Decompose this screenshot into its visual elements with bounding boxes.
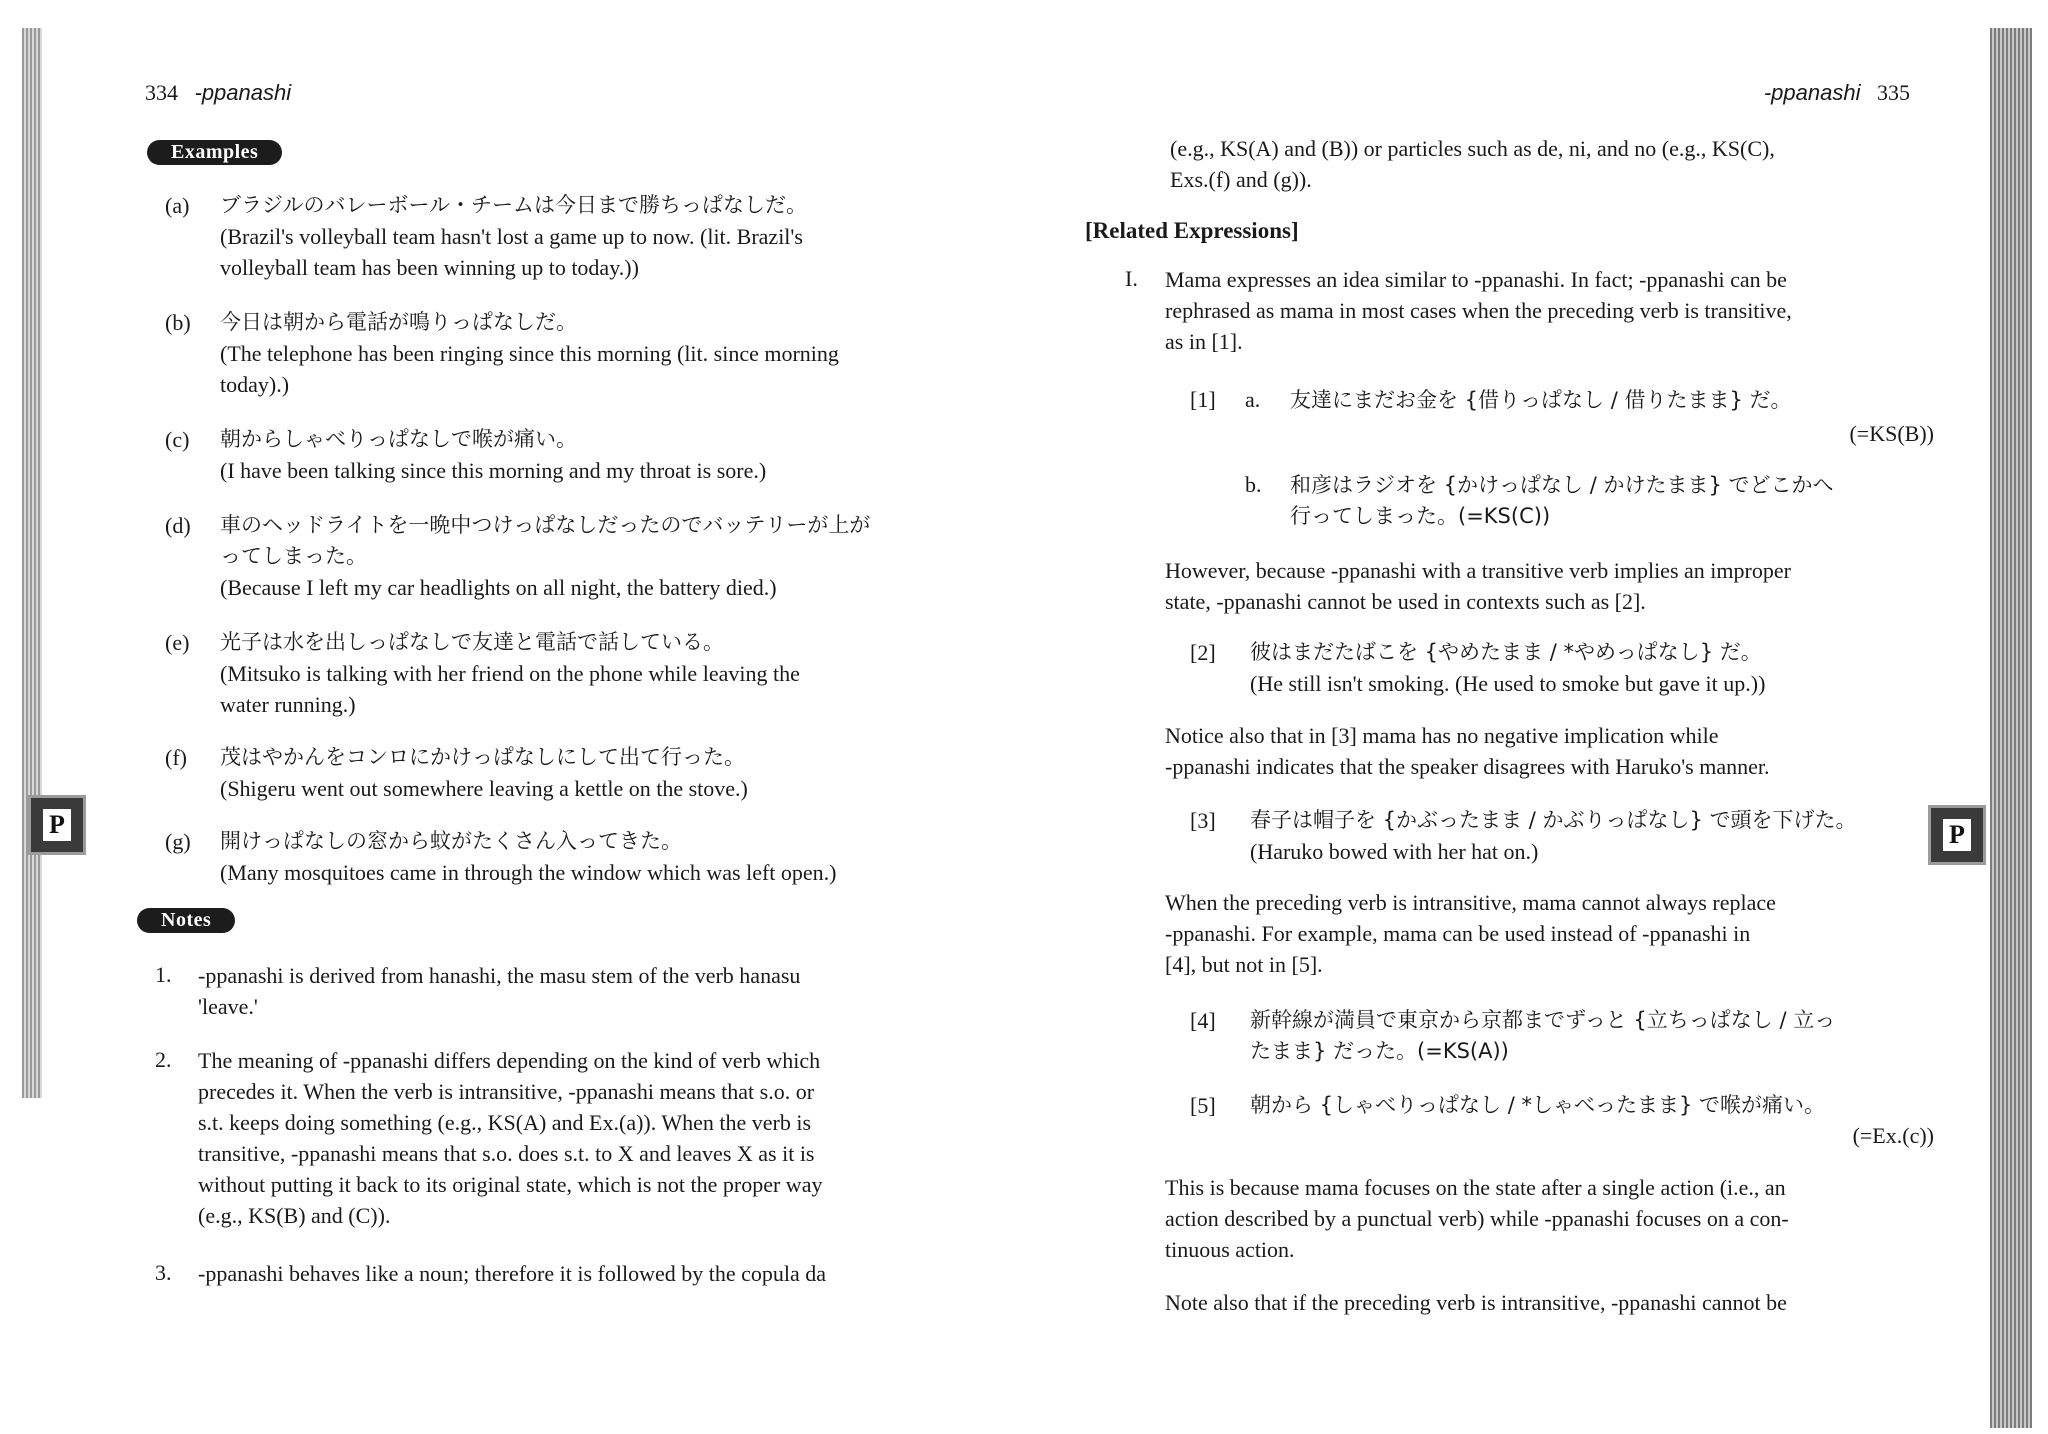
example-japanese: ってしまった。 <box>220 544 367 568</box>
note-2 <box>198 1045 822 1231</box>
section-number: I. <box>1125 266 1138 291</box>
text-line: -ppanashi indicates that the speaker disagrees with Haruko's manner. <box>1165 754 1770 779</box>
example-label: (f) <box>165 745 187 770</box>
thumb-tab-right <box>1928 805 1986 865</box>
example-number: [5] <box>1190 1093 1216 1118</box>
example-japanese: 彼はまだたばこを {やめたまま / *やめっぱなし} だ。 <box>1250 640 1762 664</box>
example-number: [1] <box>1190 387 1216 412</box>
example-japanese: 和彦はラジオを {かけっぱなし / かけたまま} でどこかへ <box>1290 473 1834 497</box>
example-japanese: 行ってしまった。(=KS(C)) <box>1290 504 1551 528</box>
example-translation: water running.) <box>220 692 356 717</box>
page-number: 334 <box>145 80 178 105</box>
example-translation: (Because I left my car headlights on all night, the battery died.) <box>220 575 777 600</box>
sub-label: a. <box>1245 387 1261 412</box>
example-japanese: 今日は朝から電話が鳴りっぱなしだ。 <box>220 310 577 334</box>
tab-letter: P <box>43 809 71 841</box>
text-line: action described by a punctual verb) while -ppanashi focuses on a con- <box>1165 1206 1789 1231</box>
example-label: (g) <box>165 829 191 854</box>
thumb-tab-left <box>28 795 86 855</box>
note-number: 2. <box>155 1047 172 1072</box>
running-title: -ppanashi <box>194 80 292 105</box>
example-japanese: 友達にまだお金を {借りっぱなし / 借りたまま} だ。 <box>1290 388 1792 412</box>
text-line: When the preceding verb is intransitive, mama cannot always replace <box>1165 890 1776 915</box>
example-translation: (I have been talking since this morning and my throat is sore.) <box>220 458 767 483</box>
paragraph-2 <box>1165 555 1791 617</box>
example-translation: (Haruko bowed with her hat on.) <box>1250 839 1539 864</box>
example-number: [4] <box>1190 1008 1216 1033</box>
example-reference: (=Ex.(c)) <box>1852 1123 1934 1148</box>
text-line: Exs.(f) and (g)). <box>1170 167 1312 192</box>
example-3 <box>1250 805 1857 867</box>
example-1b <box>1290 470 1834 532</box>
note-number: 3. <box>155 1260 172 1285</box>
example-number: [3] <box>1190 808 1216 833</box>
example-reference: (=KS(B)) <box>1849 421 1934 446</box>
example-label: (e) <box>165 630 190 655</box>
text-line: However, because -ppanashi with a transitive verb implies an improper <box>1165 558 1791 583</box>
note-line: -ppanashi behaves like a noun; therefore it is followed by the copula da <box>198 1261 827 1286</box>
tab-letter: P <box>1943 819 1971 851</box>
text-line: Notice also that in [3] mama has no negative implication while <box>1165 723 1719 748</box>
page-header-right <box>1764 80 1910 106</box>
example-4 <box>1250 1005 1835 1067</box>
example-japanese: 春子は帽子を {かぶったまま / かぶりっぱなし} で頭を下げた。 <box>1250 808 1857 832</box>
running-title: -ppanashi <box>1763 80 1861 105</box>
example-label: (d) <box>165 513 191 538</box>
example-d <box>220 510 870 603</box>
page-number: 335 <box>1877 80 1910 105</box>
note-line: -ppanashi is derived from hanashi, the masu stem of the verb hanasu <box>198 963 801 988</box>
sub-label: b. <box>1245 472 1262 497</box>
example-japanese: 車のヘッドライトを一晩中つけっぱなしだったのでバッテリーが上が <box>220 513 871 537</box>
paragraph-5 <box>1165 1172 1789 1265</box>
example-japanese: たまま} だった。(=KS(A)) <box>1250 1039 1509 1063</box>
example-a <box>220 190 807 283</box>
note-number: 1. <box>155 962 172 987</box>
example-g <box>220 826 836 888</box>
text-line: rephrased as mama in most cases when the preceding verb is transitive, <box>1165 298 1792 323</box>
text-line: [4], but not in [5]. <box>1165 952 1323 977</box>
page-header-left <box>145 80 291 106</box>
example-japanese: 朝からしゃべりっぱなしで喉が痛い。 <box>220 427 577 451</box>
example-japanese: 開けっぱなしの窓から蚊がたくさん入ってきた。 <box>220 829 682 853</box>
note-line: The meaning of -ppanashi differs depending on the kind of verb which <box>198 1048 821 1073</box>
example-c <box>220 424 766 486</box>
example-japanese: 茂はやかんをコンロにかけっぱなしにして出て行った。 <box>220 745 745 769</box>
paragraph-3 <box>1165 720 1770 782</box>
example-translation: (He still isn't smoking. (He used to smoke but gave it up.)) <box>1250 671 1766 696</box>
page-edge-right <box>1990 28 2032 1428</box>
note-1 <box>198 960 800 1022</box>
example-label: (a) <box>165 193 190 218</box>
example-japanese: 新幹線が満員で東京から京都までずっと {立ちっぱなし / 立っ <box>1250 1008 1836 1032</box>
text-line: -ppanashi. For example, mama can be used instead of -ppanashi in <box>1165 921 1751 946</box>
example-translation: (The telephone has been ringing since this morning (lit. since morning <box>220 341 839 366</box>
example-translation: today).) <box>220 372 290 397</box>
example-e <box>220 627 800 720</box>
example-translation: volleyball team has been winning up to today.)) <box>220 255 639 280</box>
example-number: [2] <box>1190 640 1216 665</box>
note-3 <box>198 1258 826 1289</box>
examples-label: Examples <box>147 140 282 165</box>
continued-text <box>1170 133 1775 195</box>
example-label: (c) <box>165 427 190 452</box>
text-line: tinuous action. <box>1165 1237 1295 1262</box>
note-line: precedes it. When the verb is intransitive, -ppanashi means that s.o. or <box>198 1079 815 1104</box>
related-expressions-heading: [Related Expressions] <box>1085 218 1299 243</box>
page-edge-left <box>22 28 42 1098</box>
note-line: without putting it back to its original state, which is not the proper way <box>198 1172 823 1197</box>
example-japanese: ブラジルのバレーボール・チームは今日まで勝ちっぱなしだ。 <box>220 193 808 217</box>
note-line: (e.g., KS(B) and (C)). <box>198 1203 391 1228</box>
example-b <box>220 307 839 400</box>
paragraph-1 <box>1165 264 1792 357</box>
example-translation: (Shigeru went out somewhere leaving a kettle on the stove.) <box>220 776 748 801</box>
note-line: transitive, -ppanashi means that s.o. does s.t. to X and leaves X as it is <box>198 1141 815 1166</box>
note-line: s.t. keeps doing something (e.g., KS(A) and Ex.(a)). When the verb is <box>198 1110 812 1135</box>
example-f <box>220 742 748 804</box>
text-line: as in [1]. <box>1165 329 1243 354</box>
paragraph-4 <box>1165 887 1776 980</box>
example-translation: (Many mosquitoes came in through the window which was left open.) <box>220 860 837 885</box>
notes-label: Notes <box>137 908 235 933</box>
example-translation: (Brazil's volleyball team hasn't lost a game up to now. (lit. Brazil's <box>220 224 803 249</box>
example-translation: (Mitsuko is talking with her friend on the phone while leaving the <box>220 661 800 686</box>
text-line: This is because mama focuses on the state after a single action (i.e., an <box>1165 1175 1786 1200</box>
example-japanese: 光子は水を出しっぱなしで友達と電話で話している。 <box>220 630 724 654</box>
text-line: Note also that if the preceding verb is intransitive, -ppanashi cannot be <box>1165 1290 1787 1315</box>
text-line: Mama expresses an idea similar to -ppanashi. In fact; -ppanashi can be <box>1165 267 1787 292</box>
example-japanese: 朝から {しゃべりっぱなし / *しゃべったまま} で喉が痛い。 <box>1250 1093 1825 1117</box>
example-label: (b) <box>165 310 191 335</box>
example-2 <box>1250 637 1765 699</box>
text-line: (e.g., KS(A) and (B)) or particles such as de, ni, and no (e.g., KS(C), <box>1170 136 1775 161</box>
paragraph-6 <box>1165 1287 1787 1318</box>
text-line: state, -ppanashi cannot be used in contexts such as [2]. <box>1165 589 1646 614</box>
note-line: 'leave.' <box>198 994 258 1019</box>
